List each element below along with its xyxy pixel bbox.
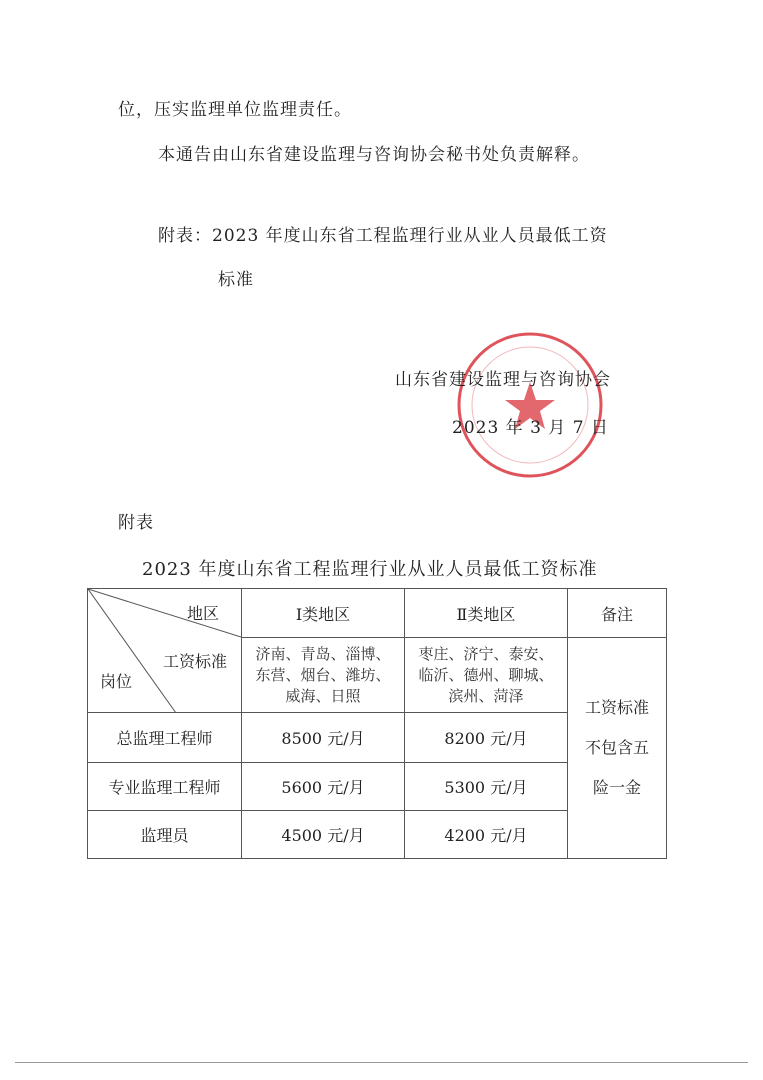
class1-cities [242, 638, 405, 713]
body-line: 本通告由山东省建设监理与咨询协会秘书处负责解释。 [158, 145, 590, 165]
position-cell: 监理员 [88, 811, 242, 859]
wage-table [87, 588, 667, 859]
header-class1: Ⅰ类地区 [242, 589, 405, 638]
city-line: 济南、青岛、淄博、 [255, 644, 391, 663]
header-wage: 工资标准 [162, 652, 227, 671]
wage-cell: 8500 元/月 [242, 713, 405, 763]
header-class2: Ⅱ类地区 [405, 589, 568, 638]
attachment-note: 附表：2023 年度山东省工程监理行业从业人员最低工资 [158, 226, 608, 246]
table-title: 2023 年度山东省工程监理行业从业人员最低工资标准 [142, 559, 598, 580]
remarks-cell [568, 638, 667, 859]
city-line: 滨州、菏泽 [448, 686, 524, 705]
body-line: 位，压实监理单位监理责任。 [118, 100, 352, 120]
footer-divider [15, 1062, 748, 1063]
header-region: 地区 [186, 604, 219, 623]
position-cell: 总监理工程师 [88, 713, 242, 763]
signer: 山东省建设监理与咨询协会 [395, 370, 611, 390]
appendix-label: 附表 [118, 513, 154, 533]
remark-line: 险一金 [592, 778, 641, 797]
remark-line: 不包含五 [584, 738, 649, 757]
wage-cell: 8200 元/月 [405, 713, 568, 763]
position-cell: 专业监理工程师 [88, 763, 242, 811]
city-line: 威海、日照 [285, 686, 361, 705]
wage-cell: 4500 元/月 [242, 811, 405, 859]
class2-cities [405, 638, 568, 713]
attachment-note-cont: 标准 [218, 270, 254, 290]
remark-line: 工资标准 [584, 698, 649, 717]
city-line: 东营、烟台、潍坊、 [255, 665, 391, 684]
city-line: 临沂、德州、聊城、 [418, 665, 554, 684]
wage-cell: 5300 元/月 [405, 763, 568, 811]
wage-cell: 5600 元/月 [242, 763, 405, 811]
city-line: 枣庄、济宁、泰安、 [418, 644, 554, 663]
diagonal-header-cell [88, 589, 242, 713]
official-seal [455, 330, 605, 480]
date: 2023 年 3 月 7 日 [452, 418, 609, 438]
header-position: 岗位 [100, 672, 133, 691]
header-remarks: 备注 [568, 589, 667, 638]
wage-cell: 4200 元/月 [405, 811, 568, 859]
